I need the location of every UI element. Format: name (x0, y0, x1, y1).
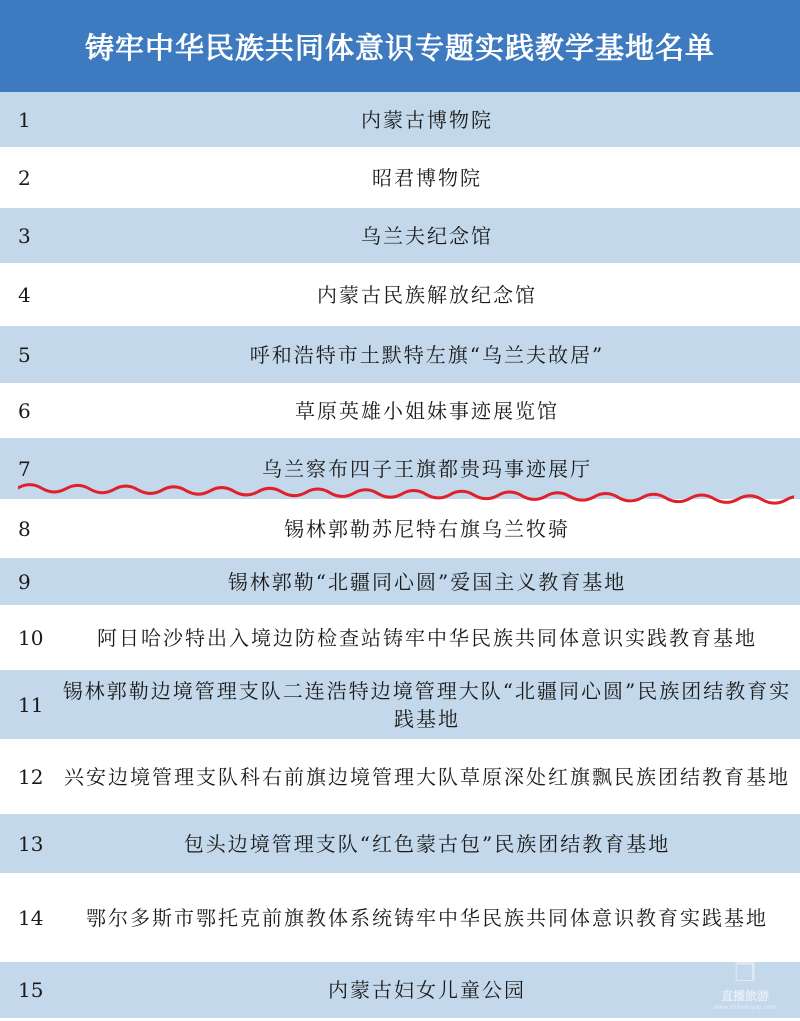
list-item (0, 386, 800, 438)
item-number: 11 (18, 692, 44, 717)
item-name: 阿日哈沙特出入境边防检查站铸牢中华民族共同体意识实践教育基地 (97, 625, 757, 650)
item-number: 10 (18, 625, 44, 650)
page-title: 铸牢中华民族共同体意识专题实践教学基地名单 (0, 0, 800, 92)
item-name: 锡林郭勒苏尼特右旗乌兰牧骑 (284, 516, 570, 541)
item-number: 12 (18, 764, 44, 789)
list-item (0, 742, 800, 814)
red-wavy-line (18, 480, 794, 510)
list-item (0, 814, 800, 876)
item-name: 内蒙古博物院 (361, 107, 493, 132)
list-item (0, 876, 800, 962)
item-number: 13 (18, 831, 44, 856)
item-name: 锡林郭勒“北疆同心圆”爱国主义教育基地 (227, 569, 627, 594)
item-number: 5 (18, 342, 31, 367)
item-name: 锡林郭勒边境管理支队二连浩特边境管理大队“北疆同心圆”民族团结教育实践基地 (62, 678, 792, 731)
list-item (0, 326, 800, 386)
item-number: 7 (18, 456, 31, 481)
item-number: 1 (18, 107, 31, 132)
item-name: 兴安边境管理支队科右前旗边境管理大队草原深处红旗飘民族团结教育基地 (64, 764, 790, 789)
list-item (0, 150, 800, 208)
item-number: 8 (18, 516, 31, 541)
item-number: 6 (18, 398, 31, 423)
list-item (0, 608, 800, 670)
item-number: 9 (18, 569, 31, 594)
watermark-url: www.zhiboluyou.com (713, 1004, 777, 1011)
item-number: 14 (18, 905, 44, 930)
list-item (0, 266, 800, 326)
item-number: 2 (18, 165, 31, 190)
item-name: 鄂尔多斯市鄂托克前旗教体系统铸牢中华民族共同体意识教育实践基地 (86, 905, 768, 930)
item-name: 昭君博物院 (372, 165, 482, 190)
item-number: 15 (18, 978, 44, 1002)
item-name: 乌兰察布四子王旗都贵玛事迹展厅 (262, 456, 592, 481)
watermark-text: 直播旅游 (720, 989, 769, 1003)
item-name: 草原英雄小姐妹事迹展览馆 (295, 398, 559, 423)
list-item (0, 670, 800, 742)
item-name: 呼和浩特市土默特左旗“乌兰夫故居” (249, 342, 605, 367)
list-item (0, 558, 800, 608)
item-name: 内蒙古妇女儿童公园 (328, 978, 526, 1002)
list-item (0, 502, 800, 558)
watermark (700, 961, 790, 1011)
watermark-logo-icon: ❐ (734, 959, 756, 987)
item-number: 4 (18, 282, 31, 307)
list-item (0, 959, 800, 1021)
list-item (0, 92, 800, 150)
item-name: 内蒙古民族解放纪念馆 (317, 282, 537, 307)
item-name: 乌兰夫纪念馆 (361, 223, 493, 248)
item-name: 包头边境管理支队“红色蒙古包”民族团结教育基地 (183, 831, 671, 856)
item-number: 3 (18, 223, 31, 248)
list-item (0, 208, 800, 266)
